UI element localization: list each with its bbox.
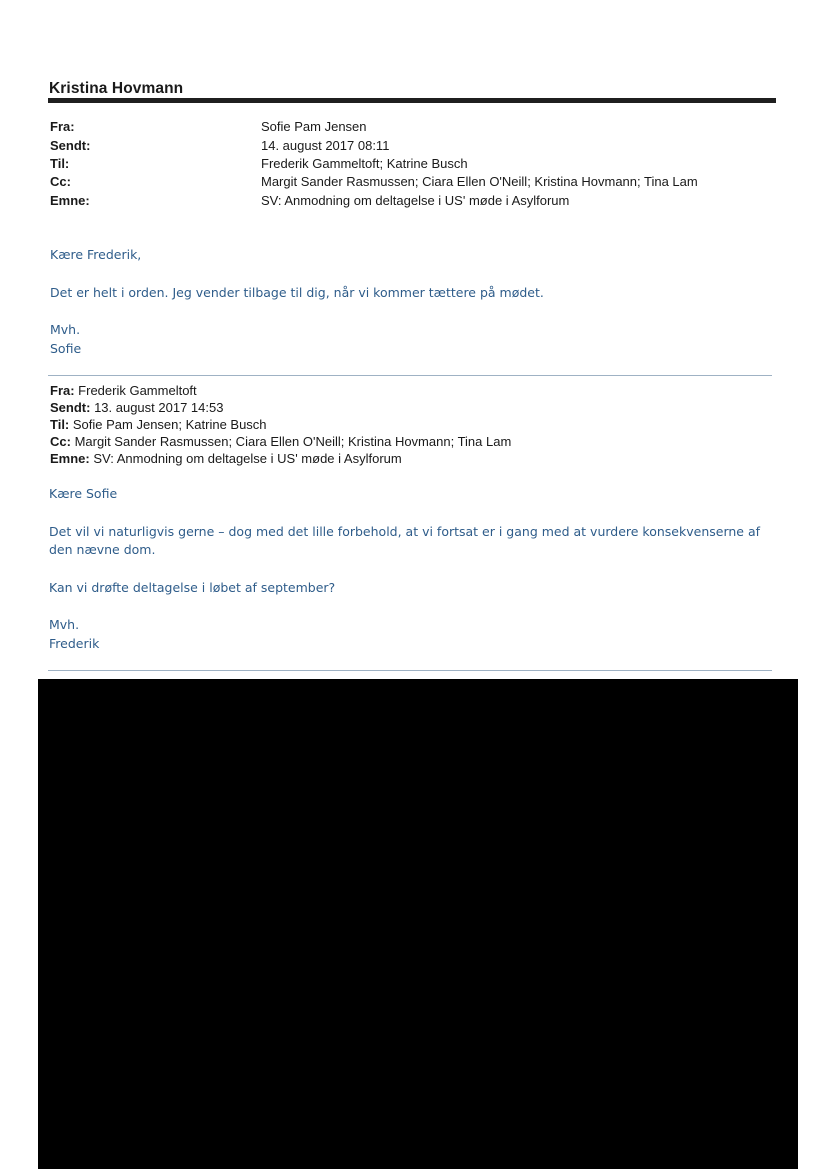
reply-signature: Sofie <box>50 341 82 356</box>
owner-divider <box>48 98 776 103</box>
header-cc-value: Margit Sander Rasmussen; Ciara Ellen O'Neill; Kristina Hovmann; Tina Lam <box>261 174 698 189</box>
reply-greeting: Kære Frederik, <box>50 247 142 262</box>
quoted-sent-row <box>50 399 223 416</box>
header-from-label: Fra: <box>50 119 75 134</box>
quoted-sent-label: Sendt: <box>50 400 95 415</box>
quoted-greeting: Kære Sofie <box>49 486 118 501</box>
quoted-subject-label: Emne: <box>50 451 94 466</box>
quoted-sent-value: 13. august 2017 14:53 <box>94 400 224 415</box>
quoted-question: Kan vi drøfte deltagelse i løbet af september? <box>49 580 336 595</box>
header-sent-label: Sendt: <box>50 138 91 153</box>
quoted-cc-row <box>50 433 511 450</box>
quoted-signature: Frederik <box>49 636 100 651</box>
quoted-cc-label: Cc: <box>50 434 75 449</box>
quoted-paragraph-line-2: den nævne dom. <box>49 542 156 557</box>
reply-signoff: Mvh. <box>50 322 81 337</box>
quoted-signoff: Mvh. <box>49 617 80 632</box>
quoted-cc-value: Margit Sander Rasmussen; Ciara Ellen O'Neill; Kristina Hovmann; Tina Lam <box>74 434 512 449</box>
quoted-to-row <box>50 416 267 433</box>
quoted-subject-row <box>50 450 402 467</box>
reply-paragraph: Det er helt i orden. Jeg vender tilbage til dig, når vi kommer tættere på mødet. <box>50 285 544 300</box>
header-sent-value: 14. august 2017 08:11 <box>261 138 390 153</box>
header-to-value: Frederik Gammeltoft; Katrine Busch <box>261 156 468 171</box>
redaction-block <box>38 679 798 1169</box>
header-from-value: Sofie Pam Jensen <box>261 119 367 134</box>
mailbox-owner-name: Kristina Hovmann <box>49 80 184 97</box>
bottom-separator <box>48 670 772 671</box>
header-subject-label: Emne: <box>50 193 90 208</box>
quoted-to-label: Til: <box>50 417 73 432</box>
quoted-subject-value: SV: Anmodning om deltagelse i US' møde i Asylforum <box>93 451 402 466</box>
quoted-to-value: Sofie Pam Jensen; Katrine Busch <box>72 417 267 432</box>
header-cc-label: Cc: <box>50 174 71 189</box>
quoted-paragraph-line-1: Det vil vi naturligvis gerne – dog med det lille forbehold, at vi fortsat er i gang med at vurdere konsekvenserne af <box>49 524 761 539</box>
header-to-label: Til: <box>50 156 70 171</box>
header-subject-value: SV: Anmodning om deltagelse i US' møde i Asylforum <box>261 193 570 208</box>
quote-separator <box>48 375 772 376</box>
quoted-from-value: Frederik Gammeltoft <box>78 383 197 398</box>
quoted-from-row <box>50 382 197 399</box>
quoted-from-label: Fra: <box>50 383 79 398</box>
